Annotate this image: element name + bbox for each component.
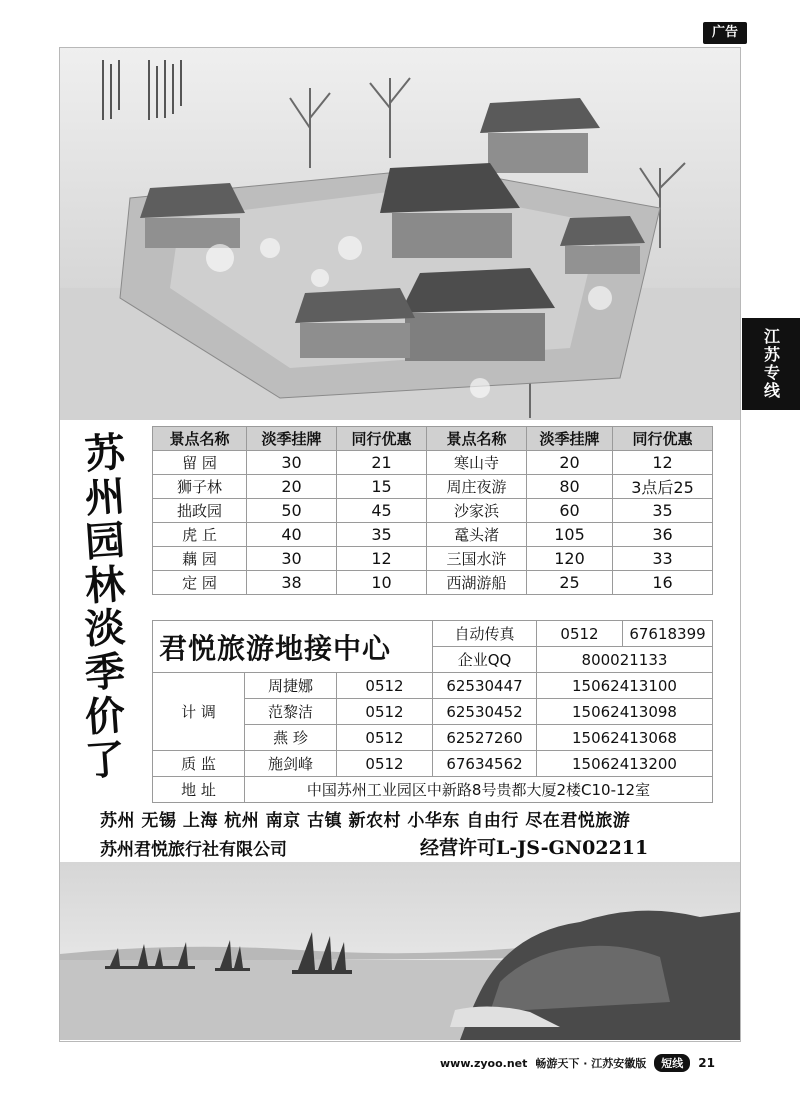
fax-label: 自动传真	[433, 621, 537, 647]
title-char: 季	[83, 647, 127, 698]
col-header: 景点名称	[153, 427, 247, 451]
table-cell: 16	[613, 571, 713, 595]
table-cell: 80	[527, 475, 613, 499]
company-name: 苏州君悦旅行社有限公司	[100, 840, 287, 860]
slogan: 苏州 无锡 上海 杭州 南京 古镇 新农村 小华东 自由行 尽在君悦旅游	[100, 811, 631, 831]
price-table	[152, 426, 713, 595]
contact-area-code: 0512	[337, 699, 433, 725]
table-cell: 20	[247, 475, 337, 499]
table-cell: 30	[247, 547, 337, 571]
table-cell: 留 园	[153, 451, 247, 475]
contact-area-code: 0512	[337, 751, 433, 777]
table-cell: 12	[613, 451, 713, 475]
col-header: 同行优惠	[337, 427, 427, 451]
table-cell: 鼋头渚	[427, 523, 527, 547]
title-char: 淡	[83, 604, 127, 654]
col-header: 同行优惠	[613, 427, 713, 451]
contact-phone: 67634562	[433, 751, 537, 777]
fax-number: 67618399	[623, 621, 713, 647]
contact-mobile: 15062413100	[537, 673, 713, 699]
table-cell: 15	[337, 475, 427, 499]
contact-area-code: 0512	[337, 673, 433, 699]
contact-mobile: 15062413200	[537, 751, 713, 777]
qq-number: 800021133	[537, 647, 713, 673]
table-row	[153, 451, 713, 475]
contact-name: 燕 珍	[245, 725, 337, 751]
table-row	[153, 475, 713, 499]
contact-row-dispatcher	[153, 673, 713, 699]
table-cell: 20	[527, 451, 613, 475]
table-cell: 寒山寺	[427, 451, 527, 475]
page-number: 21	[698, 1056, 715, 1070]
table-cell: 狮子林	[153, 475, 247, 499]
table-cell: 30	[247, 451, 337, 475]
contact-name: 施剑峰	[245, 751, 337, 777]
table-cell: 120	[527, 547, 613, 571]
table-cell: 定 园	[153, 571, 247, 595]
title-char: 价	[83, 691, 127, 742]
lake-photo	[60, 862, 740, 1040]
qq-label: 企业QQ	[433, 647, 537, 673]
table-cell: 虎 丘	[153, 523, 247, 547]
col-header: 淡季挂牌	[247, 427, 337, 451]
table-cell: 50	[247, 499, 337, 523]
table-cell: 36	[613, 523, 713, 547]
footer-publication: 畅游天下 · 江苏安徽版	[535, 1057, 647, 1070]
table-cell: 33	[613, 547, 713, 571]
footer-url: www.zyoo.net	[440, 1056, 528, 1070]
table-cell: 45	[337, 499, 427, 523]
contact-phone: 62530452	[433, 699, 537, 725]
fax-area-code: 0512	[537, 621, 623, 647]
contact-phone: 62527260	[433, 725, 537, 751]
license-number: 经营许可L-JS-GN02211	[420, 837, 649, 859]
table-cell: 3点后25	[613, 475, 713, 499]
col-header: 淡季挂牌	[527, 427, 613, 451]
title-char: 了	[83, 735, 127, 786]
table-cell: 三国水浒	[427, 547, 527, 571]
table-cell: 25	[527, 571, 613, 595]
table-cell: 21	[337, 451, 427, 475]
contact-mobile: 15062413098	[537, 699, 713, 725]
title-char: 园	[83, 516, 127, 567]
garden-illustration	[60, 48, 740, 420]
contact-name: 周捷娜	[245, 673, 337, 699]
title-char: 林	[83, 560, 127, 610]
contact-phone: 62530447	[433, 673, 537, 699]
address-value: 中国苏州工业园区中新路8号贵都大厦2楼C10-12室	[245, 777, 713, 803]
brand-title: 君悦旅游地接中心	[153, 621, 433, 673]
page-footer	[440, 1055, 715, 1071]
contact-table	[152, 620, 713, 803]
table-cell: 35	[337, 523, 427, 547]
contact-row-address	[153, 777, 713, 803]
contact-mobile: 15062413068	[537, 725, 713, 751]
table-cell: 西湖游船	[427, 571, 527, 595]
table-cell: 10	[337, 571, 427, 595]
lake-illustration	[60, 862, 740, 1040]
table-cell: 沙家浜	[427, 499, 527, 523]
qc-label: 质 监	[153, 751, 245, 777]
col-header: 景点名称	[427, 427, 527, 451]
contact-row-fax	[153, 621, 713, 647]
garden-photo	[60, 48, 740, 420]
contact-row-qc	[153, 751, 713, 777]
table-cell: 拙政园	[153, 499, 247, 523]
table-cell: 周庄夜游	[427, 475, 527, 499]
side-tab-jiangsu: 江苏专线	[742, 318, 800, 410]
table-cell: 12	[337, 547, 427, 571]
ad-tag: 广告	[703, 22, 747, 44]
table-cell: 38	[247, 571, 337, 595]
price-table-header	[153, 427, 713, 451]
table-cell: 105	[527, 523, 613, 547]
address-label: 地 址	[153, 777, 245, 803]
table-row	[153, 571, 713, 595]
table-cell: 40	[247, 523, 337, 547]
table-cell: 藕 园	[153, 547, 247, 571]
contact-area-code: 0512	[337, 725, 433, 751]
table-row	[153, 499, 713, 523]
dispatch-label: 计 调	[153, 673, 245, 751]
title-char: 苏	[83, 428, 127, 479]
title-char: 州	[83, 472, 127, 523]
contact-name: 范黎洁	[245, 699, 337, 725]
table-row	[153, 547, 713, 571]
table-cell: 60	[527, 499, 613, 523]
table-row	[153, 523, 713, 547]
table-cell: 35	[613, 499, 713, 523]
vertical-title	[62, 430, 148, 785]
footer-section-badge: 短线	[654, 1054, 690, 1072]
